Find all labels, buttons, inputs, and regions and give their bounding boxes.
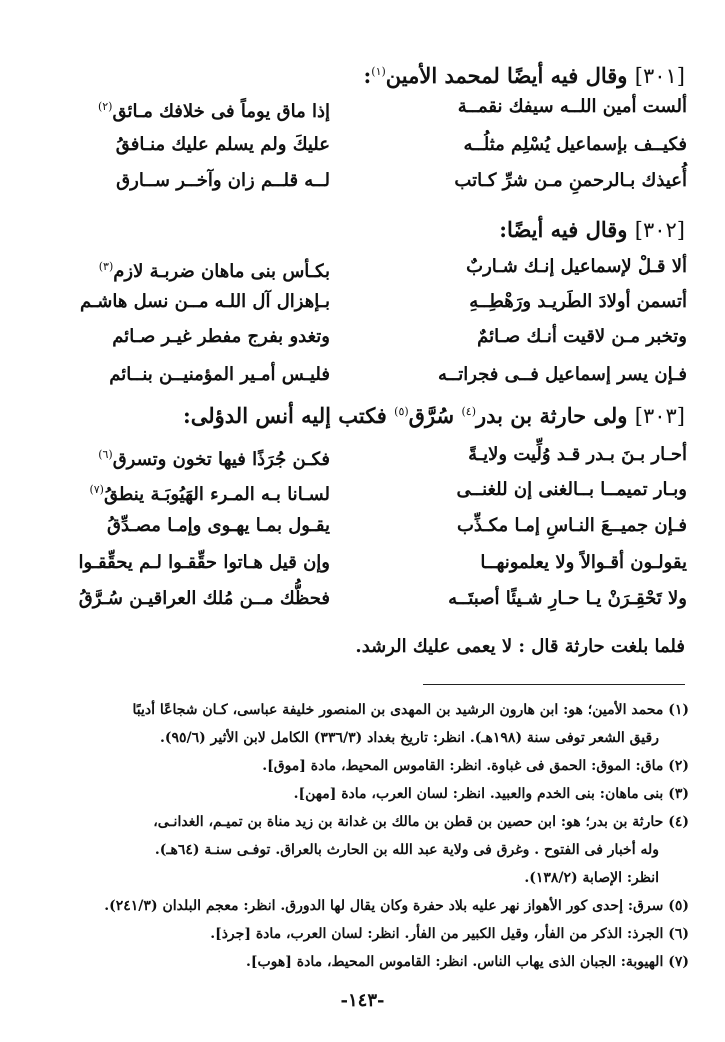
footnote-ref: (٣) xyxy=(98,260,114,273)
verse-line xyxy=(0,511,725,541)
verse-second-hemistich: بـإهزال آل اللـه مــن نسل هاشـم xyxy=(80,291,330,312)
verse-line xyxy=(0,548,725,578)
footnote-text: محمد الأمين؛ هو: ابن هارون الرشيد بن المهدى بن المنصور خليفة عباسى، كـان شجاعًا أديبًا xyxy=(132,702,664,718)
footnote-ref: (٤) xyxy=(461,405,476,418)
footnote-item xyxy=(40,948,689,976)
verse-second-hemistich xyxy=(30,92,330,127)
hemistich-text: لسـانا بـه المـرء الهَيُوبَـة ينطقُ xyxy=(103,484,330,505)
verse-second-hemistich: عليكَ ولم يسلم عليك منـافقُ xyxy=(115,134,330,155)
footnote-label: (١) xyxy=(668,702,689,718)
footnote-ref: (١) xyxy=(371,65,386,78)
heading-text: وقال فيه أيضًا لمحمد الأمين xyxy=(385,63,628,88)
verse-line xyxy=(0,252,725,282)
footnote-text: حارثة بن بدر؛ هو: ابن حصين بن قطن بن مالك بن غدانة بن زيد مناة بن تميـم، الغدانـى، xyxy=(153,814,664,830)
verse-first-hemistich: أحـار بـنَ بـدر قـد وُلِّيت ولايـةً xyxy=(468,444,687,465)
footnote-label: (٦) xyxy=(668,926,689,942)
footnote-text: انظر: الإصابة (١٣٨/٢). xyxy=(524,870,659,886)
heading-text: وقال فيه أيضًا xyxy=(507,217,628,242)
footnote-text: بنى ماهان: بنى الخدم والعبيد. انظر: لسان العرب، مادة [مهن]. xyxy=(293,786,664,802)
verse-line xyxy=(0,130,725,160)
footnote-ref: (٦) xyxy=(98,448,113,461)
section-301-heading xyxy=(60,58,685,90)
verse-line xyxy=(0,475,725,505)
verse-second-hemistich xyxy=(30,440,330,475)
footnote-label: (٢) xyxy=(668,758,689,774)
section-number: [٣٠١] xyxy=(634,64,685,88)
hemistich-text: فكـن جُرَذًا فيها تخون وتسرق xyxy=(112,449,330,470)
verse-second-hemistich: لــه قلــم زان وآخــر ســارق xyxy=(116,170,330,191)
footnote-text: وله أخبار فى الفتوح . وغرق فى ولاية عبد الله بن الحارث بالعراق. توفـى سنـة (٦٤هـ). xyxy=(154,842,659,858)
page-number: -١٤٣- xyxy=(340,990,385,1011)
footnote-item xyxy=(40,808,689,892)
heading-text: فكتب إليه أنس الدؤلى: xyxy=(182,403,395,428)
verse-second-hemistich: فحظُّك مــن مُلك العراقيـن سُـرَّقُ xyxy=(78,588,330,609)
verse-second-hemistich xyxy=(30,475,330,510)
heading-text: ولى حارثة بن بدر xyxy=(475,403,628,428)
footnote-ref: (٧) xyxy=(89,483,104,496)
section-number: [٣٠٢] xyxy=(634,218,685,242)
footnote-item xyxy=(40,892,689,920)
verse-line xyxy=(0,322,725,352)
footnote-label: (٣) xyxy=(668,786,689,802)
footnote-text: الهيوبة: الجبان الذى يهاب الناس. انظر: القاموس المحيط، مادة [هوب]. xyxy=(245,954,664,970)
heading-colon: : xyxy=(499,217,508,242)
verse-second-hemistich: يقـول بمـا يهـوى وإمـا مصـدِّقُ xyxy=(106,515,330,536)
hemistich-text: إذا ماق يوماً فى خلافك مـائق xyxy=(112,101,330,122)
section-303-heading xyxy=(60,398,685,430)
verse-second-hemistich xyxy=(30,252,330,287)
verse-line xyxy=(0,584,725,614)
verse-line xyxy=(0,360,725,390)
footnote-ref: (٥) xyxy=(394,405,409,418)
footnote-ref: (٢) xyxy=(97,100,113,113)
verse-line xyxy=(0,92,725,122)
footnote-text: الجرذ: الذكر من الفأر، وقيل الكبير من الفأر. انظر: لسان العرب، مادة [جرذ]. xyxy=(210,926,664,942)
verse-first-hemistich: أُعيذك بـالرحمنِ مـن شرِّ كـاتب xyxy=(454,170,687,191)
footnote-item xyxy=(40,696,689,752)
footnote-label: (٤) xyxy=(668,814,689,830)
hemistich-text: بكـأس بنى ماهان ضربـة لازم xyxy=(113,261,330,282)
verse-first-hemistich: ألا قـلْ لإسماعيل إنـك شـاربٌ xyxy=(466,256,687,277)
heading-colon: : xyxy=(363,63,372,88)
footnote-divider xyxy=(423,684,685,685)
verse-first-hemistich: فـإن جميــعَ النـاسِ إمـا مكـذِّب xyxy=(456,515,687,536)
footnote-item xyxy=(40,920,689,948)
footnote-item xyxy=(40,752,689,780)
verse-first-hemistich: أتسمن أولادَ الطَريـد ورَهْطِــهِ xyxy=(469,291,687,312)
footnote-item xyxy=(40,780,689,808)
verse-line xyxy=(0,440,725,470)
verse-first-hemistich: وبـار تميمــا بــالغنى إن للغنــى xyxy=(456,479,687,500)
footnote-text: ماق: الموق: الحمق فى غباوة. انظر: القاموس المحيط، مادة [موق]. xyxy=(262,758,664,774)
closing-line: فلما بلغت حارثة قال : لا يعمى عليك الرشد. xyxy=(355,636,685,657)
verse-first-hemistich: وتخبر مـن لاقيت أنـك صـائمٌ xyxy=(477,326,687,347)
verse-second-hemistich: وإن قيل هـاتوا حقِّقـوا لـم يحقِّقـوا xyxy=(78,552,330,573)
verse-first-hemistich: فكيــف بإسماعيل يُسْلِم مثلُــه xyxy=(463,134,687,155)
verse-second-hemistich: فليـس أمـير المؤمنيــن بنــائم xyxy=(109,364,330,385)
verse-line xyxy=(0,287,725,317)
heading-text: سُرَّق xyxy=(408,403,462,428)
footnote-label: (٥) xyxy=(668,898,689,914)
section-302-heading xyxy=(60,216,685,244)
verse-second-hemistich: وتغدو بفرج مفطر غيـر صـائم xyxy=(112,326,330,347)
verse-first-hemistich: ألست أمين اللــه سيفك نقمــة xyxy=(457,96,687,117)
footnotes xyxy=(40,696,689,976)
section-number: [٣٠٣] xyxy=(634,404,685,428)
verse-first-hemistich: ولا تَحْقِـرَنْ يـا حـارِ شـيئًا أصبتَــه xyxy=(448,588,687,609)
verse-first-hemistich: فـإن يسر إسماعيل فــى فجراتــه xyxy=(438,364,687,385)
verse-line xyxy=(0,166,725,196)
footnote-label: (٧) xyxy=(668,954,689,970)
footnote-text: سرق: إحدى كور الأهواز نهر عليه بلاد حفرة وكان يقال لها الدورق. انظر: معجم البلدان (٢٤١/٣). xyxy=(104,898,664,914)
verse-first-hemistich: يقولـون أقـوالاً ولا يعلمونهــا xyxy=(480,552,687,573)
footnote-text: رقيق الشعر توفى سنة (١٩٨هـ). انظر: تاريخ بغداد (٣٣٦/٣) الكامل لابن الأثير (٩٥/٦). xyxy=(159,730,659,746)
